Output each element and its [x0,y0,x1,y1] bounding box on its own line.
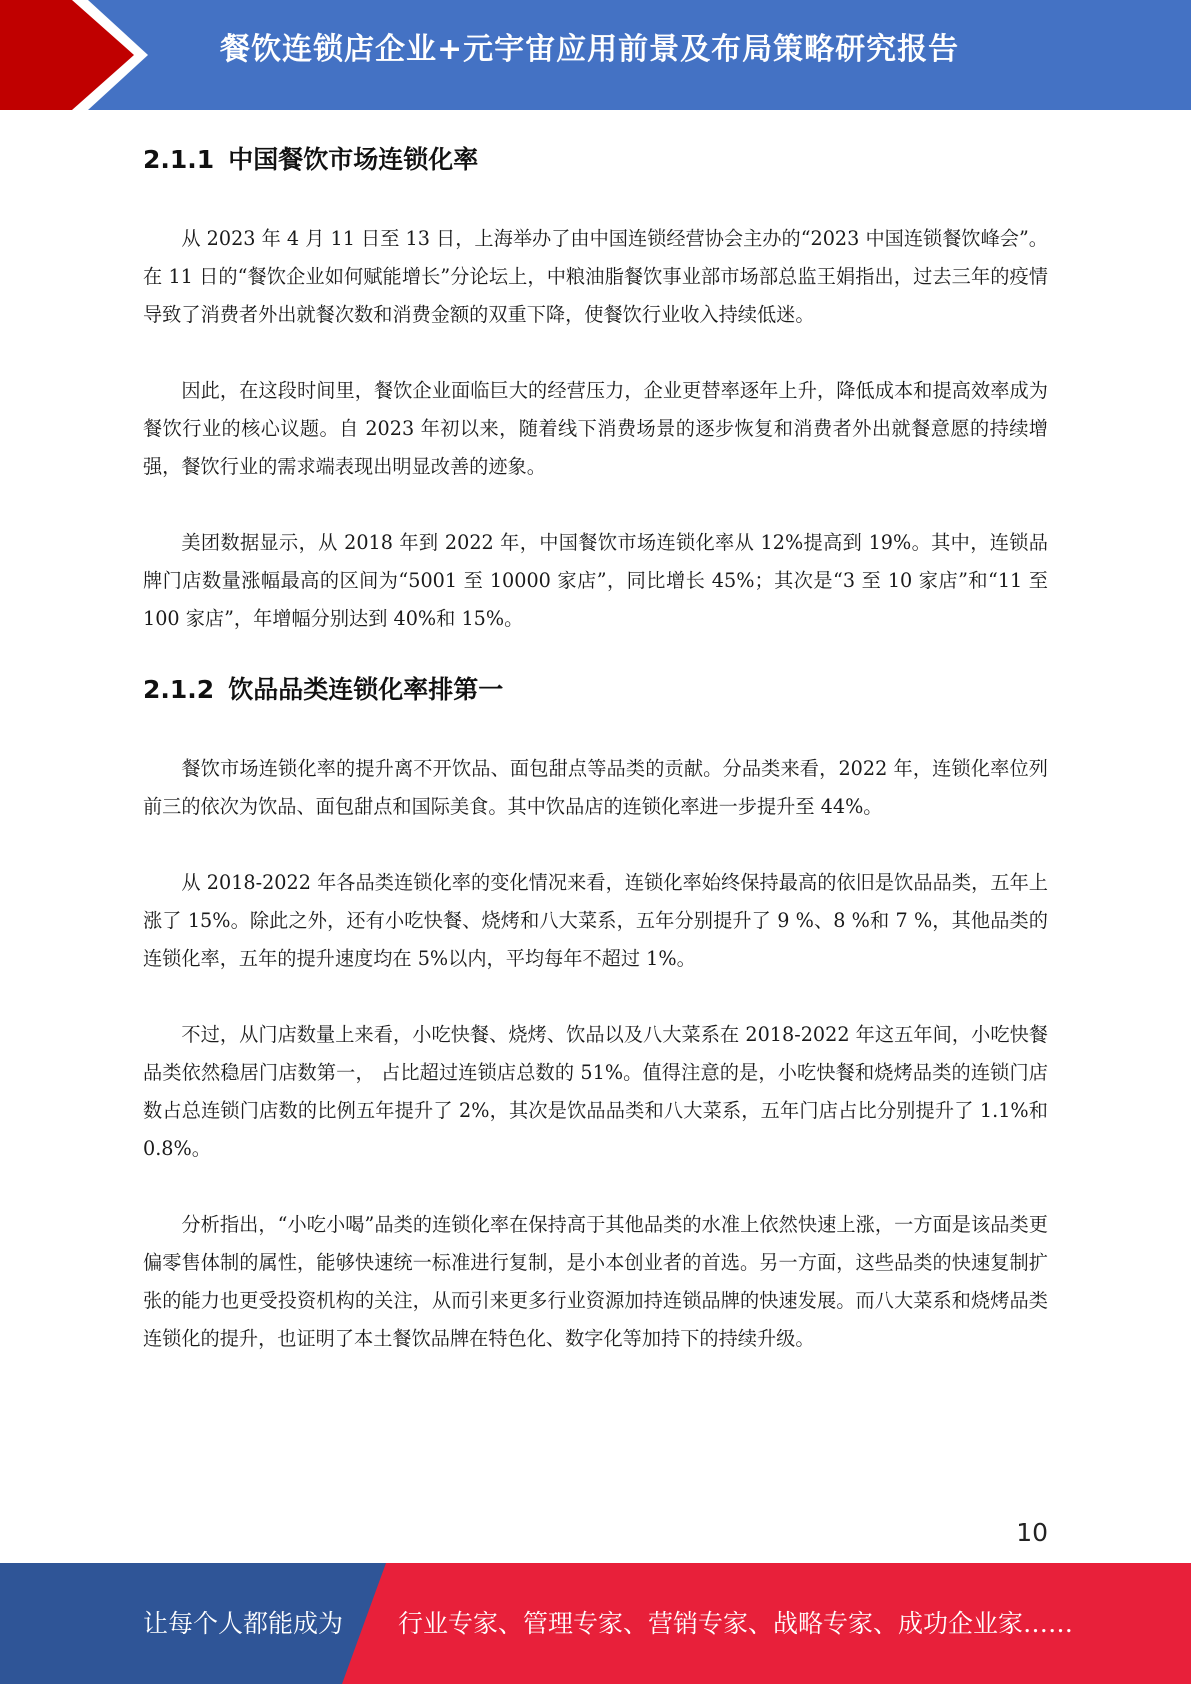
paragraph: 从 2018-2022 年各品类连锁化率的变化情况来看，连锁化率始终保持最高的依旧是饮品品类，五年上涨了 15%。除此之外，还有小吃快餐、烧烤和八大菜系，五年分别提升了 9 %、8 %和 7 %，其他品类的连锁化率，五年的提升速度均在 5%以内，平均每年不超过 1%。 [143,871,1048,970]
paragraph: 从 2023 年 4 月 11 日至 13 日，上海举办了由中国连锁经营协会主办的“2023 中国连锁餐饮峰会”。在 11 日的“餐饮企业如何赋能增长”分论坛上，中粮油脂餐饮事业部市场部总监王娟指出，过去三年的疫情导致了消费者外出就餐次数和消费金额的双重下降，使餐饮行业收入持续低迷。 [143,227,1048,326]
section-heading [143,660,1048,720]
footer-slogan-right: 行业专家、管理专家、营销专家、战略专家、成功企业家…… [398,1609,1074,1638]
paragraph: 因此，在这段时间里，餐饮企业面临巨大的经营压力，企业更替率逐年上升，降低成本和提高效率成为餐饮行业的核心议题。自 2023 年初以来，随着线下消费场景的逐步恢复和消费者外出就餐意愿的持续增强，餐饮行业的需求端表现出明显改善的迹象。 [143,379,1048,478]
section-title: 中国餐饮市场连锁化率 [228,145,479,174]
section-title: 饮品品类连锁化率排第一 [228,675,504,704]
paragraph: 餐饮市场连锁化率的提升离不开饮品、面包甜点等品类的贡献。分品类来看，2022 年，连锁化率位列前三的依次为饮品、面包甜点和国际美食。其中饮品店的连锁化率进一步提升至 44%。 [143,757,1048,818]
section-number: 2.1.1 [143,145,215,174]
paragraph: 美团数据显示，从 2018 年到 2022 年，中国餐饮市场连锁化率从 12%提高到 19%。其中，连锁品牌门店数量涨幅最高的区间为“5001 至 10000 家店”，同比增长 45%；其次是“3 至 10 家店”和“11 至 100 家店”，年增幅分别达到 40%和 15%。 [143,531,1048,630]
paragraph: 分析指出，“小吃小喝”品类的连锁化率在保持高于其他品类的水准上依然快速上涨，一方面是该品类更偏零售体制的属性，能够快速统一标准进行复制，是小本创业者的首选。另一方面，这些品类的快速复制扩张的能力也更受投资机构的关注，从而引来更多行业资源加持连锁品牌的快速发展。而八大菜系和烧烤品类连锁化的提升，也证明了本土餐饮品牌在特色化、数字化等加持下的持续升级。 [143,1213,1048,1350]
page-header [0,0,1191,110]
page-content [143,118,1048,1358]
page-number: 10 [1016,1518,1048,1547]
page-footer [0,1563,1191,1684]
footer-slogan-left: 让每个人都能成为 [143,1609,344,1638]
section-heading [143,130,1048,190]
paragraph: 不过，从门店数量上来看，小吃快餐、烧烤、饮品以及八大菜系在 2018-2022 年这五年间，小吃快餐品类依然稳居门店数第一， 占比超过连锁店总数的 51%。值得注意的是，小吃快餐和烧烤品类的连锁门店数占总连锁门店数的比例五年提升了 2%，其次是饮品品类和八大菜系，五年门店占比分别提升了 1.1%和 0.8%。 [143,1023,1048,1160]
section-number: 2.1.2 [143,675,215,704]
report-title: 餐饮连锁店企业+元宇宙应用前景及布局策略研究报告 [220,32,960,67]
